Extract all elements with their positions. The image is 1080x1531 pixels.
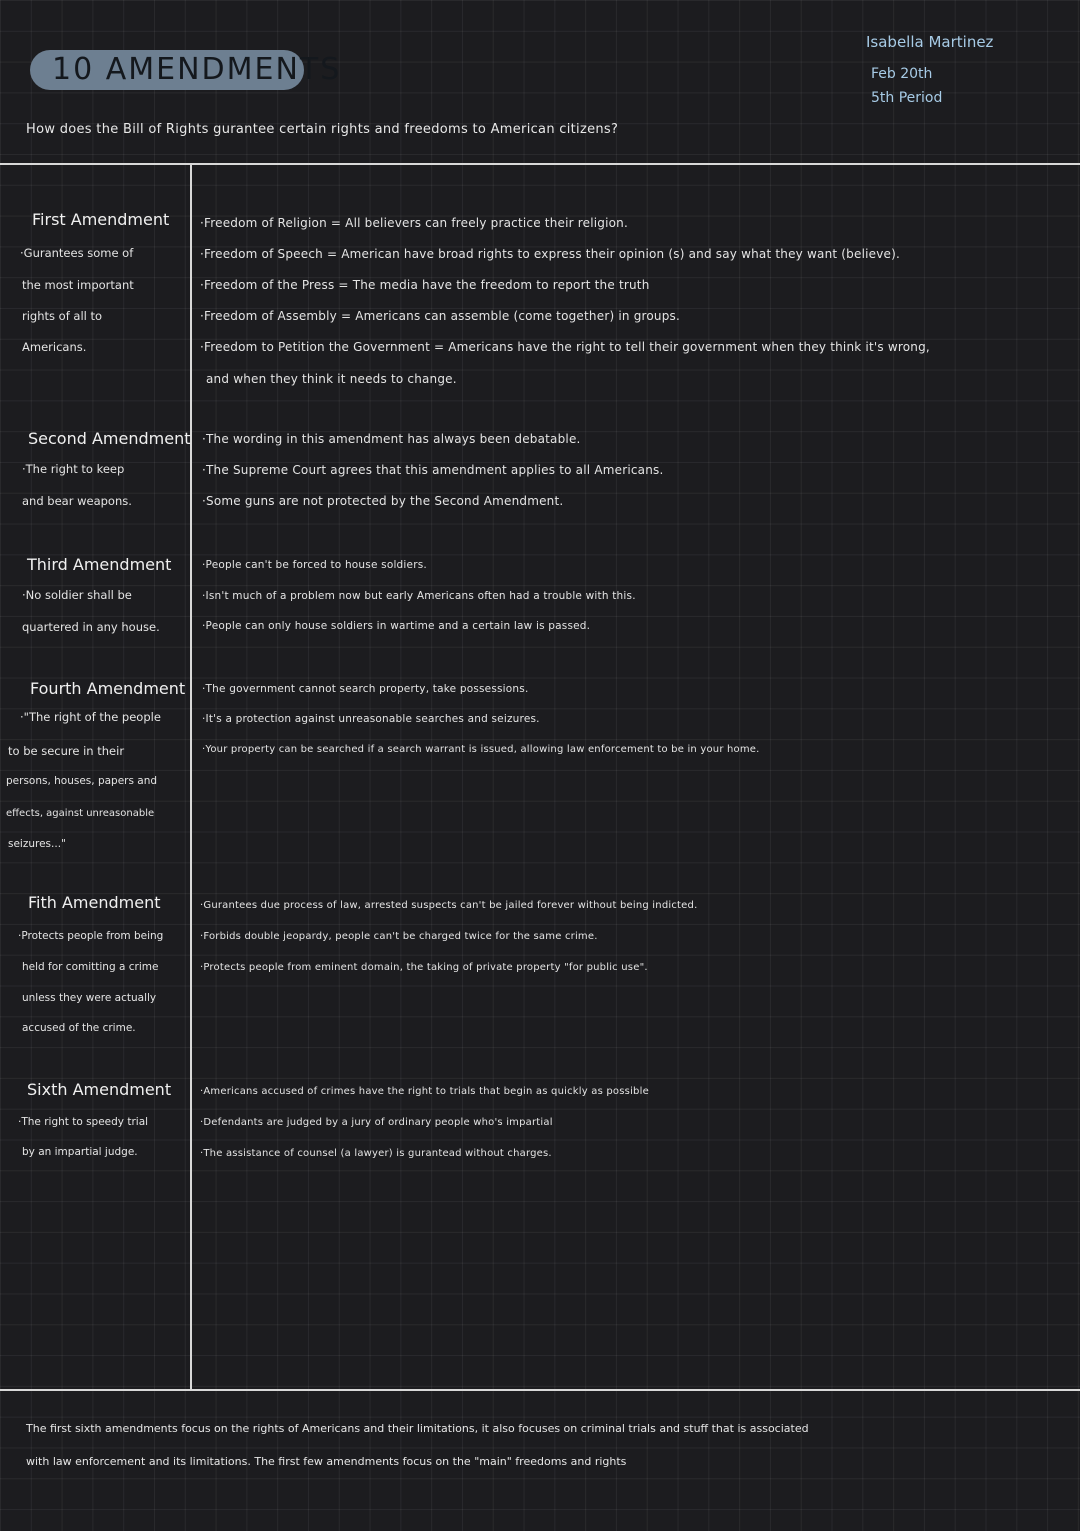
- note-line: ·The government cannot search property, take possessions.: [202, 683, 529, 695]
- note-line: ·People can't be forced to house soldiers.: [202, 559, 427, 571]
- amendment-summary-line: held for comitting a crime: [22, 961, 159, 973]
- amendment-summary-line: unless they were actually: [22, 992, 157, 1004]
- summary-line: with law enforcement and its limitations. The first few amendments focus on the "main" freedoms and rights: [26, 1455, 627, 1468]
- summary-divider: [0, 1389, 1080, 1391]
- amendment-summary-line: ·The right to speedy trial: [18, 1116, 149, 1128]
- summary-line: The first sixth amendments focus on the rights of Americans and their limitations, it also focuses on criminal trials and stuff that is associated: [26, 1422, 809, 1435]
- note-line: ·Freedom to Petition the Government = Americans have the right to tell their government when they think it's wrong,: [200, 340, 930, 354]
- amendment-heading: Fourth Amendment: [30, 679, 186, 698]
- amendment-heading: Third Amendment: [27, 555, 172, 574]
- amendment-heading: Second Amendment: [28, 429, 191, 448]
- note-line: ·Freedom of Speech = American have broad rights to express their opinion (s) and say what they want (believe).: [200, 247, 901, 261]
- amendment-summary-line: and bear weapons.: [22, 494, 132, 508]
- note-line: ·Defendants are judged by a jury of ordinary people who's impartial: [200, 1117, 553, 1128]
- header-divider: [0, 163, 1080, 165]
- amendment-summary-line: Americans.: [22, 340, 87, 354]
- page-title: 10 AMENDMENTS: [52, 52, 342, 87]
- column-divider: [190, 165, 192, 1390]
- amendment-summary-line: the most important: [22, 278, 134, 292]
- amendment-heading: First Amendment: [32, 210, 170, 229]
- class-period: 5th Period: [871, 90, 943, 106]
- note-line: ·Protects people from eminent domain, the taking of private property "for public use".: [200, 962, 648, 973]
- note-line: ·Freedom of Religion = All believers can freely practice their religion.: [200, 216, 629, 230]
- amendment-summary-line: ·Gurantees some of: [20, 246, 134, 260]
- note-line: ·Some guns are not protected by the Second Amendment.: [202, 494, 564, 508]
- amendment-heading: Fith Amendment: [28, 893, 161, 912]
- essential-question: How does the Bill of Rights gurantee certain rights and freedoms to American citizens?: [26, 122, 619, 137]
- amendment-summary-line: seizures...": [8, 838, 66, 850]
- amendment-summary-line: accused of the crime.: [22, 1022, 136, 1034]
- note-line: ·Freedom of Assembly = Americans can assemble (come together) in groups.: [200, 309, 681, 323]
- amendment-summary-line: rights of all to: [22, 309, 103, 323]
- amendment-summary-line: by an impartial judge.: [22, 1146, 138, 1158]
- note-line: ·Gurantees due process of law, arrested suspects can't be jailed forever without being indicted.: [200, 900, 698, 911]
- amendment-summary-line: effects, against unreasonable: [6, 808, 155, 819]
- amendment-summary-line: to be secure in their: [8, 744, 125, 758]
- amendment-summary-line: persons, houses, papers and: [6, 775, 158, 787]
- note-line: ·It's a protection against unreasonable searches and seizures.: [202, 713, 540, 725]
- note-line: ·The assistance of counsel (a lawyer) is gurantead without charges.: [200, 1148, 552, 1159]
- author-name: Isabella Martinez: [866, 33, 994, 51]
- note-line: ·Your property can be searched if a search warrant is issued, allowing law enforcement to be in your home.: [202, 744, 760, 755]
- note-line: and when they think it needs to change.: [206, 372, 457, 386]
- date: Feb 20th: [871, 66, 933, 82]
- note-line: ·People can only house soldiers in wartime and a certain law is passed.: [202, 620, 591, 632]
- amendment-summary-line: ·"The right of the people: [20, 710, 161, 724]
- note-line: ·Americans accused of crimes have the right to trials that begin as quickly as possible: [200, 1086, 649, 1097]
- note-line: ·Forbids double jeopardy, people can't be charged twice for the same crime.: [200, 931, 598, 942]
- amendment-summary-line: ·Protects people from being: [18, 930, 164, 942]
- amendment-summary-line: quartered in any house.: [22, 620, 160, 634]
- note-line: ·Isn't much of a problem now but early Americans often had a trouble with this.: [202, 590, 636, 602]
- amendment-summary-line: ·No soldier shall be: [22, 588, 132, 602]
- amendment-summary-line: ·The right to keep: [22, 462, 125, 476]
- note-line: ·The Supreme Court agrees that this amendment applies to all Americans.: [202, 463, 664, 477]
- note-line: ·Freedom of the Press = The media have the freedom to report the truth: [200, 278, 650, 292]
- amendment-heading: Sixth Amendment: [27, 1080, 172, 1099]
- note-line: ·The wording in this amendment has always been debatable.: [202, 432, 581, 446]
